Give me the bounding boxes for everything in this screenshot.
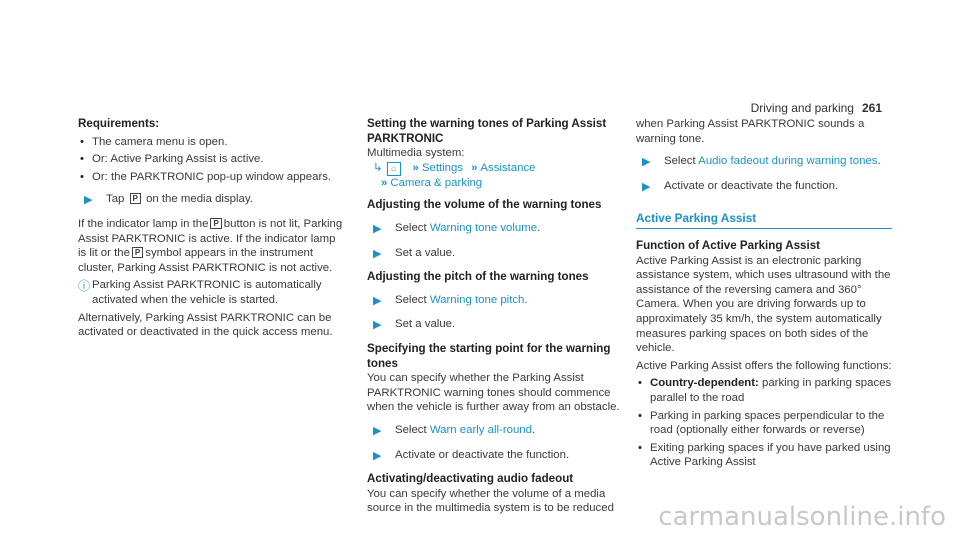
step-arrow-icon: ▶ [373,294,382,307]
warning-tones-heading: Setting the warning tones of Parking Assist [367,117,607,130]
activate-step: ▶ Activate or deactivate the function. [642,179,839,193]
alternative-paragraph: Alternatively, Parking Assist PARKTRONIC can be activated or deactivated in the quick access menu. [78,311,333,339]
requirement-item: • Or: the PARKTRONIC pop-up window appears. [78,170,344,185]
parktronic-key-icon: P [210,218,221,229]
audio-fadeout-text: You can specify whether the volume of a media source in the multimedia system is to be reduced [367,487,614,515]
function-item: • Exiting parking spaces if you have parked using Active Parking Assist [636,441,892,470]
step-arrow-icon: ▶ [373,319,382,332]
chevron-icon: » [381,176,388,189]
chevron-icon: » [471,161,478,174]
menu-path-2: » Camera & parking [381,176,483,189]
step-arrow-icon: ▶ [373,247,382,260]
warning-tones-heading-2: PARKTRONIC [367,131,444,145]
starting-point-heading: Specifying the starting point for the warning tones [367,341,611,370]
path-arrow-icon: ↳ [373,161,383,174]
offers-text: Active Parking Assist offers the following functions: [636,359,892,372]
step-arrow-icon: ▶ [84,194,93,207]
tap-step: ▶ Tap P on the media display. [84,193,253,207]
parktronic-key-icon: P [132,247,143,258]
step-arrow-icon: ▶ [373,222,382,235]
select-pitch-step: ▶ Select Warning tone pitch. [373,293,528,307]
column-3 [636,117,892,473]
section-title: Driving and parking [750,101,854,115]
select-warn-step: ▶ Select Warn early all-round. [373,423,536,437]
page-number: 261 [861,101,882,115]
info-icon: ⓘ [78,279,91,294]
volume-heading: Adjusting the volume of the warning tones [367,198,602,212]
continued-text: when Parking Assist PARKTRONIC sounds a warning tone. [636,118,865,145]
select-audio-step: ▶ Select Audio fadeout during warning tones. [642,155,881,169]
requirement-item: • Or: Active Parking Assist is active. [78,152,344,167]
parktronic-key-icon: P [130,193,141,204]
function-heading: Function of Active Parking Assist [636,238,821,252]
watermark: carmanualsonline.info [658,502,946,533]
chevron-icon: » [412,161,419,174]
step-arrow-icon: ▶ [642,180,651,193]
function-item: • Country-dependent: parking in parking spaces parallel to the road [636,376,892,405]
indicator-paragraph: If the indicator lamp in the P button is not lit, Parking Assist PARKTRONIC is active. If the indicator lamp is lit or the P symbol appears in the instrument cluster, Parking Assist PARKTRONIC is not active. [78,217,343,274]
function-item: • Parking in parking spaces perpendicular to the road (optionally either forwards or reverse) [636,409,892,438]
audio-fadeout-heading: Activating/deactivating audio fadeout [367,472,574,486]
column-1 [78,117,344,340]
set-value-step: ▶ Set a value. [373,318,456,332]
running-header [751,101,882,116]
column-2 [367,117,629,516]
home-icon: ⌂ [387,162,401,176]
starting-point-text: You can specify whether the Parking Assist PARKTRONIC warning tones should commence when the vehicle is further away from an obstacle. [367,372,620,414]
requirement-item: • The camera menu is open. [78,135,344,150]
step-arrow-icon: ▶ [642,156,651,169]
set-value-step: ▶ Set a value. [373,246,456,260]
function-text: Active Parking Assist is an electronic parking assistance system, which uses ultrasound with the assistance of the reversing camera and 360° Camera. When you are driving forwards up to approximately 35 km/h, the system automatically measures parking spaces on both sides of the vehicle. [636,254,891,355]
active-parking-assist-section-title: Active Parking Assist [636,211,892,229]
activate-step: ▶ Activate or deactivate the function. [373,448,570,462]
pitch-heading: Adjusting the pitch of the warning tones [367,270,589,284]
step-arrow-icon: ▶ [373,424,382,437]
step-arrow-icon: ▶ [373,449,382,462]
note: ⓘ Parking Assist PARKTRONIC is automatically activated when the vehicle is started. [78,279,322,306]
requirements-heading: Requirements: [78,117,160,130]
menu-path: ↳ ⌂ » Settings » Assistance [373,161,536,174]
multimedia-label: Multimedia system: [367,147,465,160]
select-volume-step: ▶ Select Warning tone volume. [373,221,541,235]
